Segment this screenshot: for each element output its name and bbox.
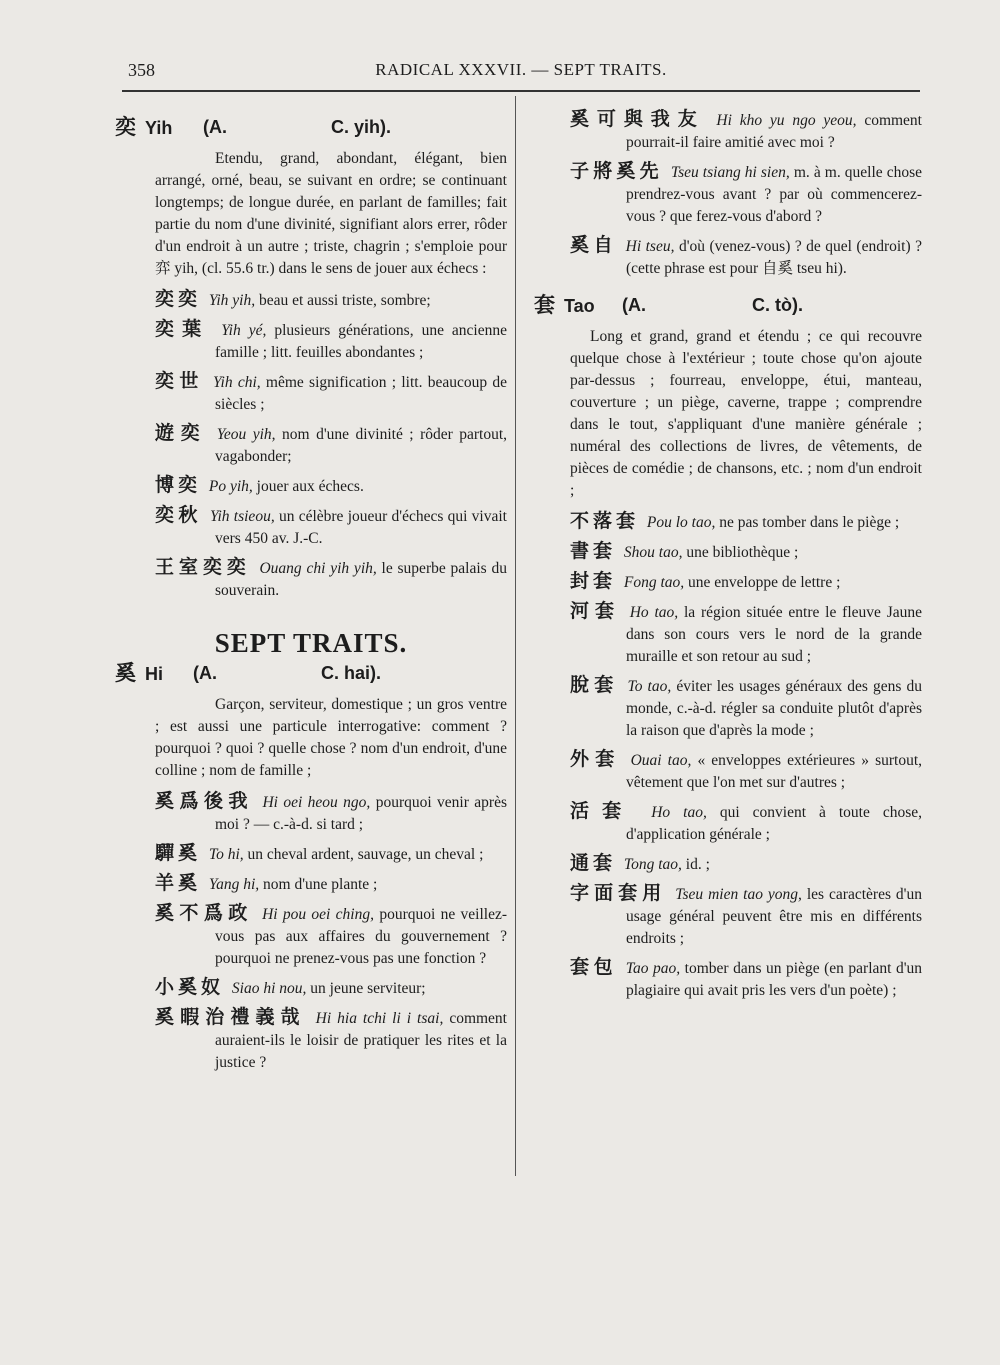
compound-hanzi: 奚爲後我 (155, 790, 254, 812)
compound-hanzi: 活套 (570, 800, 635, 822)
compound-entry (155, 902, 507, 970)
compound-hanzi: 通套 (570, 852, 617, 874)
compound-entry (155, 842, 507, 866)
compound-hanzi: 奚可與我友 (570, 108, 705, 130)
compound-gloss: nom d'une divinité ; rôder partout, vagabonder; (215, 426, 508, 465)
compound-romanization: Yih tsieou, (210, 508, 275, 525)
compound-entry (570, 748, 922, 794)
compound-romanization: Hi pou oei ching, (262, 906, 374, 923)
head-ancient: (A. (193, 663, 217, 683)
entry-head-hi (115, 662, 507, 686)
page-number: 358 (128, 60, 155, 80)
compound-gloss: les caractères d'un usage général peuvent être mis en différents endroits ; (626, 886, 922, 947)
compound-romanization: Yih yih, (208, 292, 256, 309)
compound-gloss: m. à m. quelle chose prendrez-vous avant ? par où commencerez-vous ? que ferez-vous d'abord ? (626, 164, 923, 225)
compound-gloss: beau et aussi triste, sombre; (258, 292, 431, 309)
compound-gloss: éviter les usages généraux des gens du monde, c.-à-d. régler sa conduite plutôt d'après la raison que d'après la mode ; (626, 678, 923, 739)
compound-hanzi: 書套 (570, 540, 617, 562)
compound-gloss: le superbe palais du souverain. (215, 560, 507, 599)
compound-gloss: pourquoi venir après moi ? — c.-à-d. si tard ; (215, 794, 507, 833)
compound-gloss: comment auraient-ils le loisir de pratiquer les rites et la justice ? (215, 1010, 507, 1071)
compound-entry (155, 1006, 507, 1074)
compound-entry (155, 318, 507, 364)
compound-gloss: jouer aux échecs. (256, 478, 364, 495)
head-roman: Tao (564, 296, 595, 316)
definition: Garçon, serviteur, domestique ; un gros ventre ; est aussi une particule interrogative: comment ? pourquoi ? quoi ? quelle chose ? nom d'un endroit, d'une colline ; nom de famille ; (155, 696, 507, 779)
compound-list (570, 108, 922, 280)
compound-gloss: un célèbre joueur d'échecs qui vivait vers 450 av. J.-C. (215, 508, 507, 547)
entry-head-tao (534, 294, 922, 318)
compound-romanization: Hi kho yu ngo yeou, (716, 112, 857, 129)
compound-gloss: « enveloppes extérieures » surtout, vêtement que l'on met sur d'autres ; (626, 752, 922, 791)
head-hanzi: 套 (534, 293, 555, 317)
compound-romanization: Ouang chi yih yih, (259, 560, 377, 577)
head-cantonese: C. tò). (752, 295, 803, 315)
compound-romanization: Tong tao, (623, 856, 682, 873)
compound-entry (155, 790, 507, 836)
column-divider (515, 96, 516, 1176)
compound-gloss: une enveloppe de lettre ; (688, 574, 841, 591)
compound-entry (570, 570, 922, 594)
compound-hanzi: 奚不爲政 (155, 902, 253, 924)
head-roman: Hi (145, 664, 164, 684)
compound-hanzi: 子將奚先 (570, 160, 663, 182)
compound-gloss: pourquoi ne veillez-vous pas aux affaires du gouvernement ? pourquoi ne prenez-vous pas une fonction ? (215, 906, 507, 967)
compound-romanization: Ho tao, (629, 604, 679, 621)
compound-entry (570, 600, 922, 668)
compound-entry (570, 510, 922, 534)
compound-gloss: une bibliothèque ; (686, 544, 799, 561)
compound-hanzi: 羊奚 (155, 872, 202, 894)
compound-list (115, 790, 507, 1074)
compound-entry (570, 852, 922, 876)
head-roman: Yih (145, 118, 173, 138)
compound-hanzi: 王室奕奕 (155, 556, 251, 578)
compound-romanization: Hi hia tchi li i tsai, (315, 1010, 444, 1027)
compound-hanzi: 套包 (570, 956, 618, 978)
left-column (115, 108, 507, 1080)
compound-romanization: Yeou yih, (216, 426, 276, 443)
head-cantonese: C. yih). (331, 117, 392, 137)
compound-hanzi: 奕葉 (155, 318, 210, 340)
compound-gloss: qui convient à toute chose, d'application générale ; (626, 804, 923, 843)
compound-hanzi: 外套 (570, 748, 621, 770)
compound-entry (570, 108, 922, 154)
compound-hanzi: 奕秋 (155, 504, 202, 526)
head-ancient: (A. (622, 295, 646, 315)
head-cantonese: C. hai). (321, 663, 382, 683)
right-column (534, 108, 923, 1008)
compound-romanization: To tao, (627, 678, 672, 695)
compound-romanization: Siao hi nou, (231, 980, 307, 997)
compound-romanization: Po yih, (208, 478, 253, 495)
entry-head-yih (115, 116, 507, 140)
definition: Long et grand, grand et étendu ; ce qui recouvre quelque chose à l'extérieur ; toute chose qu'on ajoute par-dessus ; fourreau, enveloppe, étui, manteau, couverture ; un piège, caverne, trappe ; comprendre dans le tout, s'appliquant d'une manière générale ; numéral des collections de livres, de vêtements, de pièces de comédie ; de chansons, etc. ; nom d'un endroit ; (570, 328, 922, 499)
compound-entry (155, 474, 507, 498)
compound-hanzi: 脫套 (570, 674, 619, 696)
compound-gloss: la région située entre le fleuve Jaune dans son cours vers le nord de la grande muraille et son retour au sud ; (626, 604, 923, 665)
compound-romanization: Pou lo tao, (646, 514, 716, 531)
compound-entry (155, 976, 507, 1000)
compound-gloss: même signification ; litt. beaucoup de siècles ; (215, 374, 508, 413)
compound-gloss: nom d'une plante ; (263, 876, 378, 893)
compound-romanization: To hi, (208, 846, 244, 863)
compound-romanization: Tao pao, (625, 960, 681, 977)
compound-hanzi: 河套 (570, 600, 620, 622)
compound-hanzi: 不落套 (570, 510, 640, 532)
compound-gloss: un jeune serviteur; (310, 980, 426, 997)
compound-gloss: id. ; (685, 856, 710, 873)
compound-romanization: Yih yé, (221, 322, 267, 339)
compound-list (570, 510, 922, 1002)
running-title: RADICAL XXXVII. — SEPT TRAITS. (375, 60, 667, 79)
compound-hanzi: 驒奚 (155, 842, 202, 864)
compound-entry (570, 160, 922, 228)
compound-romanization: Yih chi, (213, 374, 261, 391)
compound-hanzi: 博奕 (155, 474, 202, 496)
compound-entry (570, 956, 922, 1002)
head-hanzi: 奕 (115, 115, 136, 139)
compound-gloss: plusieurs générations, une ancienne famille ; litt. feuilles abondantes ; (215, 322, 508, 361)
compound-gloss: d'où (venez-vous) ? de quel (endroit) ? (cette phrase est pour 自奚 tseu hi). (626, 238, 922, 277)
compound-romanization: Ouai tao, (630, 752, 692, 769)
compound-entry (155, 370, 507, 416)
section-title: SEPT TRAITS. (214, 628, 408, 658)
definition: Etendu, grand, abondant, élégant, bien arrangé, orné, beau, se suivant en ordre; se continuant longtemps; de longue durée, en parlant de familles; fait partie du nom d'une divinité, signifiant alors errer, rôder d'un endroit à un autre ; triste, chagrin ; s'emploie pour 弈 yih, (cl. 55.6 tr.) dans le sens de jouer aux échecs : (155, 150, 507, 277)
compound-hanzi: 奚自 (570, 234, 618, 256)
compound-romanization: Yang hi, (208, 876, 260, 893)
compound-entry (570, 882, 922, 950)
compound-romanization: Fong tao, (623, 574, 685, 591)
compound-gloss: ne pas tomber dans le piège ; (719, 514, 900, 531)
head-ancient: (A. (203, 117, 227, 137)
compound-entry (155, 422, 507, 468)
compound-hanzi: 封套 (570, 570, 617, 592)
compound-hanzi: 遊奕 (155, 422, 207, 444)
compound-list (115, 288, 507, 602)
compound-entry (570, 540, 922, 564)
compound-entry (155, 872, 507, 896)
compound-hanzi: 奕世 (155, 370, 204, 392)
compound-romanization: Ho tao, (651, 804, 707, 821)
compound-hanzi: 奚暇治禮義哉 (155, 1006, 306, 1028)
compound-entry (155, 556, 507, 602)
compound-gloss: tomber dans un piège (en parlant d'un plagiaire qui avait pris les vers d'un poète) ; (626, 960, 922, 999)
compound-gloss: un cheval ardent, sauvage, un cheval ; (247, 846, 484, 863)
compound-romanization: Shou tao, (623, 544, 683, 561)
compound-romanization: Tseu tsiang hi sien, (670, 164, 790, 181)
compound-hanzi: 奕奕 (155, 288, 202, 310)
compound-gloss: comment pourrait-il faire amitié avec moi ? (626, 112, 922, 151)
compound-romanization: Tseu mien tao yong, (675, 886, 802, 903)
page-header (122, 50, 920, 92)
compound-entry (570, 674, 922, 742)
compound-hanzi: 字面套用 (570, 882, 667, 904)
compound-entry (570, 800, 922, 846)
compound-entry (570, 234, 922, 280)
compound-hanzi: 小奚奴 (155, 976, 225, 998)
head-hanzi: 奚 (115, 661, 136, 685)
compound-entry (155, 504, 507, 550)
compound-entry (155, 288, 507, 312)
compound-romanization: Hi tseu, (625, 238, 675, 255)
compound-romanization: Hi oei heou ngo, (262, 794, 371, 811)
